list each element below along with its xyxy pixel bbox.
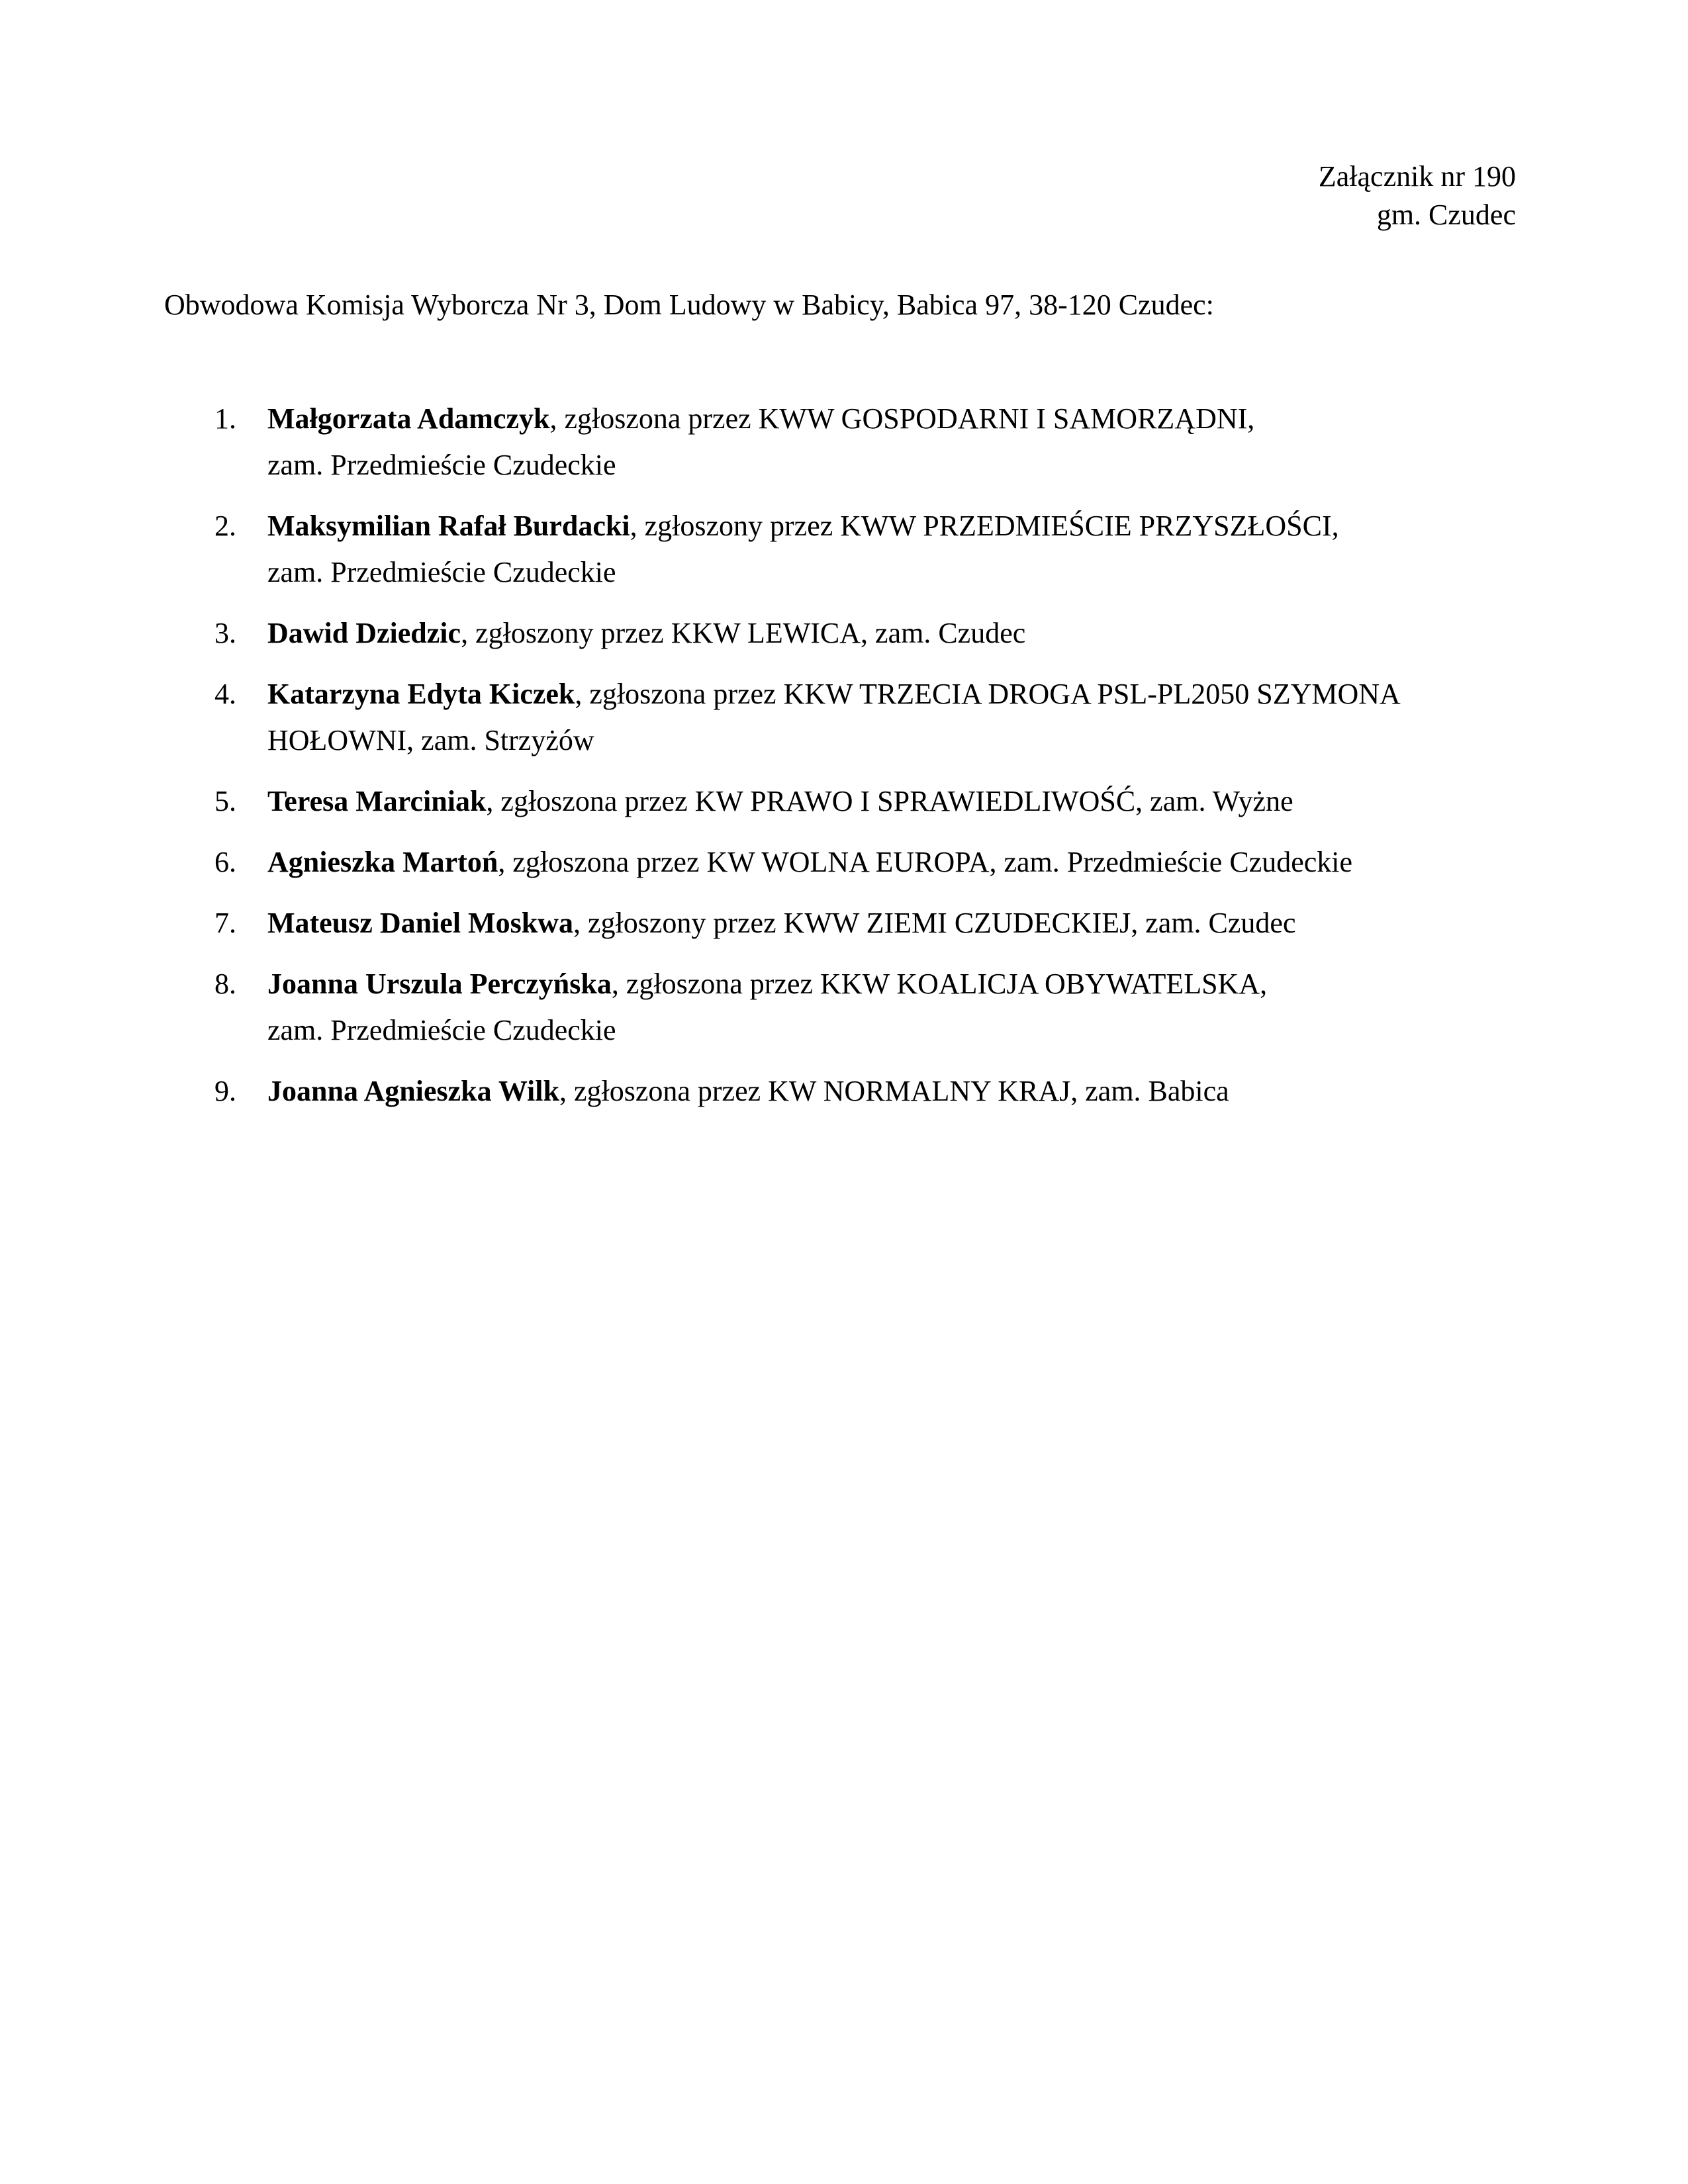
list-item [164,778,1521,825]
item-line [267,503,1521,549]
item-number: 4. [214,678,236,710]
member-details: , zgłoszona przez KWW GOSPODARNI I SAMORZĄDNI, [549,402,1255,435]
member-details: , zgłoszona przez KKW KOALICJA OBYWATELSKA, [611,968,1268,1000]
item-line [267,900,1521,946]
item-line [267,671,1521,717]
item-line [267,961,1521,1007]
item-number: 7. [214,907,236,939]
item-line [267,778,1521,825]
member-name: Agnieszka Martoń [267,846,498,878]
list-item [164,1068,1521,1115]
list-item [164,503,1521,596]
item-line [267,396,1521,442]
members-list [164,396,1521,1129]
list-item [164,396,1521,488]
member-name: Katarzyna Edyta Kiczek [267,678,575,710]
item-line [267,839,1521,886]
item-number: 2. [214,510,236,542]
item-number: 5. [214,785,236,817]
list-item [164,610,1521,657]
municipality-label: gm. Czudec [1376,199,1516,231]
member-name: Maksymilian Rafał Burdacki [267,510,630,542]
member-name: Teresa Marciniak [267,785,487,817]
item-line [267,610,1521,657]
item-line [267,1068,1521,1115]
member-residence-line: zam. Przedmieście Czudeckie [267,1014,616,1046]
member-name: Małgorzata Adamczyk [267,402,550,435]
member-residence-line: zam. Przedmieście Czudeckie [267,449,616,481]
list-item [164,961,1521,1054]
member-name: Joanna Agnieszka Wilk [267,1075,559,1107]
member-details: , zgłoszony przez KKW LEWICA, zam. Czudec [461,617,1026,649]
member-details: , zgłoszona przez KW WOLNA EUROPA, zam. Przedmieście Czudeckie [498,846,1353,878]
list-item [164,900,1521,946]
member-residence-line: HOŁOWNI, zam. Strzyżów [267,724,594,756]
annex-number: Załącznik nr 190 [1318,160,1516,193]
member-name: Dawid Dziedzic [267,617,461,649]
commission-heading: Obwodowa Komisja Wyborcza Nr 3, Dom Ludowy w Babicy, Babica 97, 38-120 Czudec: [164,289,1214,321]
member-details: , zgłoszona przez KKW TRZECIA DROGA PSL-PL2050 SZYMONA [575,678,1401,710]
member-details: , zgłoszona przez KW NORMALNY KRAJ, zam. Babica [559,1075,1229,1107]
item-number: 3. [214,617,236,649]
member-residence-line: zam. Przedmieście Czudeckie [267,556,616,588]
member-name: Mateusz Daniel Moskwa [267,907,573,939]
member-name: Joanna Urszula Perczyńska [267,968,612,1000]
list-item [164,839,1521,886]
member-details: , zgłoszony przez KWW ZIEMI CZUDECKIEJ, zam. Czudec [573,907,1296,939]
item-number: 8. [214,968,236,1000]
item-number: 1. [214,402,236,435]
item-number: 6. [214,846,236,878]
list-item [164,671,1521,764]
member-details: , zgłoszony przez KWW PRZEDMIEŚCIE PRZYSZŁOŚCI, [630,510,1339,542]
member-details: , zgłoszona przez KW PRAWO I SPRAWIEDLIWOŚĆ, zam. Wyżne [486,785,1293,817]
item-number: 9. [214,1075,236,1107]
annex-header [1319,158,1516,234]
